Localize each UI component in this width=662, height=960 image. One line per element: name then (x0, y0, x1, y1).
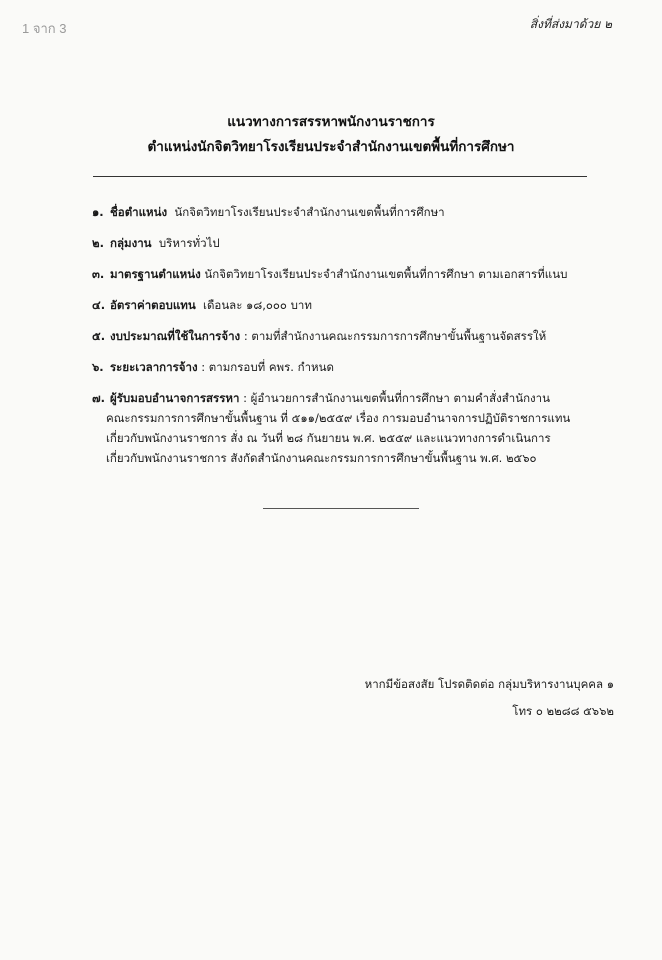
item-recruiting-authority (92, 388, 602, 468)
page-indicator: 1 จาก 3 (22, 21, 67, 36)
item-label: มาตรฐานตำแหน่ง (110, 267, 201, 281)
contact-phone: โทร ๐ ๒๒๘๘ ๕๖๖๒ (512, 704, 614, 718)
contact-line: หากมีข้อสงสัย โปรดติดต่อ กลุ่มบริหารงานบุคคล ๑ (364, 677, 614, 691)
item-label: ผู้รับมอบอำนาจการสรรหา (110, 391, 240, 405)
item-text: : ผู้อำนวยการสำนักงานเขตพื้นที่การศึกษา ตามคำสั่งสำนักงาน (243, 391, 550, 405)
title-line-1: แนวทางการสรรหาพนักงานราชการ (227, 114, 435, 130)
item-text: นักจิตวิทยาโรงเรียนประจำสำนักงานเขตพื้นที่การศึกษา (174, 205, 445, 219)
item-continuation: คณะกรรมการการศึกษาขั้นพื้นฐาน ที่ ๕๑๑/๒๕๕๙ เรื่อง การมอบอำนาจการปฏิบัติราชการแทน (106, 411, 571, 425)
item-text: บริหารทั่วไป (158, 236, 220, 250)
item-number: ๔. (92, 298, 106, 312)
item-work-group (92, 233, 602, 253)
document-title (0, 110, 662, 160)
item-text: : ตามที่สำนักงานคณะกรรมการการศึกษาขั้นพื้นฐานจัดสรรให้ (243, 329, 547, 343)
item-number: ๖. (92, 360, 104, 374)
item-text: นักจิตวิทยาโรงเรียนประจำสำนักงานเขตพื้นที่การศึกษา ตามเอกสารที่แนบ (204, 267, 568, 281)
item-label: กลุ่มงาน (110, 236, 152, 250)
item-number: ๕. (92, 329, 106, 343)
item-salary (92, 295, 602, 315)
item-label: ระยะเวลาการจ้าง (110, 360, 198, 374)
item-budget (92, 326, 602, 346)
item-continuation: เกี่ยวกับพนักงานราชการ สังกัดสำนักงานคณะกรรมการการศึกษาขั้นพื้นฐาน พ.ศ. ๒๕๖๐ (106, 451, 537, 465)
item-position-name (92, 202, 602, 222)
contact-block (365, 671, 614, 725)
attachment-note: สิ่งที่ส่งมาด้วย ๒ (529, 17, 612, 31)
item-text: เดือนละ ๑๘,๐๐๐ บาท (203, 298, 312, 312)
item-label: งบประมาณที่ใช้ในการจ้าง (110, 329, 241, 343)
item-position-standard (92, 264, 602, 284)
item-number: ๗. (92, 391, 106, 405)
item-number: ๓. (92, 267, 105, 281)
item-employment-period (92, 357, 602, 377)
item-label: ชื่อตำแหน่ง (110, 205, 168, 219)
item-text: : ตามกรอบที่ คพร. กำหนด (201, 360, 334, 374)
title-line-2: ตำแหน่งนักจิตวิทยาโรงเรียนประจำสำนักงานเขตพื้นที่การศึกษา (147, 139, 515, 155)
item-continuation: เกี่ยวกับพนักงานราชการ สั่ง ณ วันที่ ๒๘ กันยายน พ.ศ. ๒๕๕๙ และแนวทางการดำเนินการ (106, 431, 551, 445)
item-number: ๒. (92, 236, 104, 250)
item-list (92, 202, 602, 479)
item-label: อัตราค่าตอบแทน (110, 298, 196, 312)
title-divider (93, 176, 587, 177)
item-number: ๑. (92, 205, 104, 219)
section-end-divider (263, 508, 419, 509)
